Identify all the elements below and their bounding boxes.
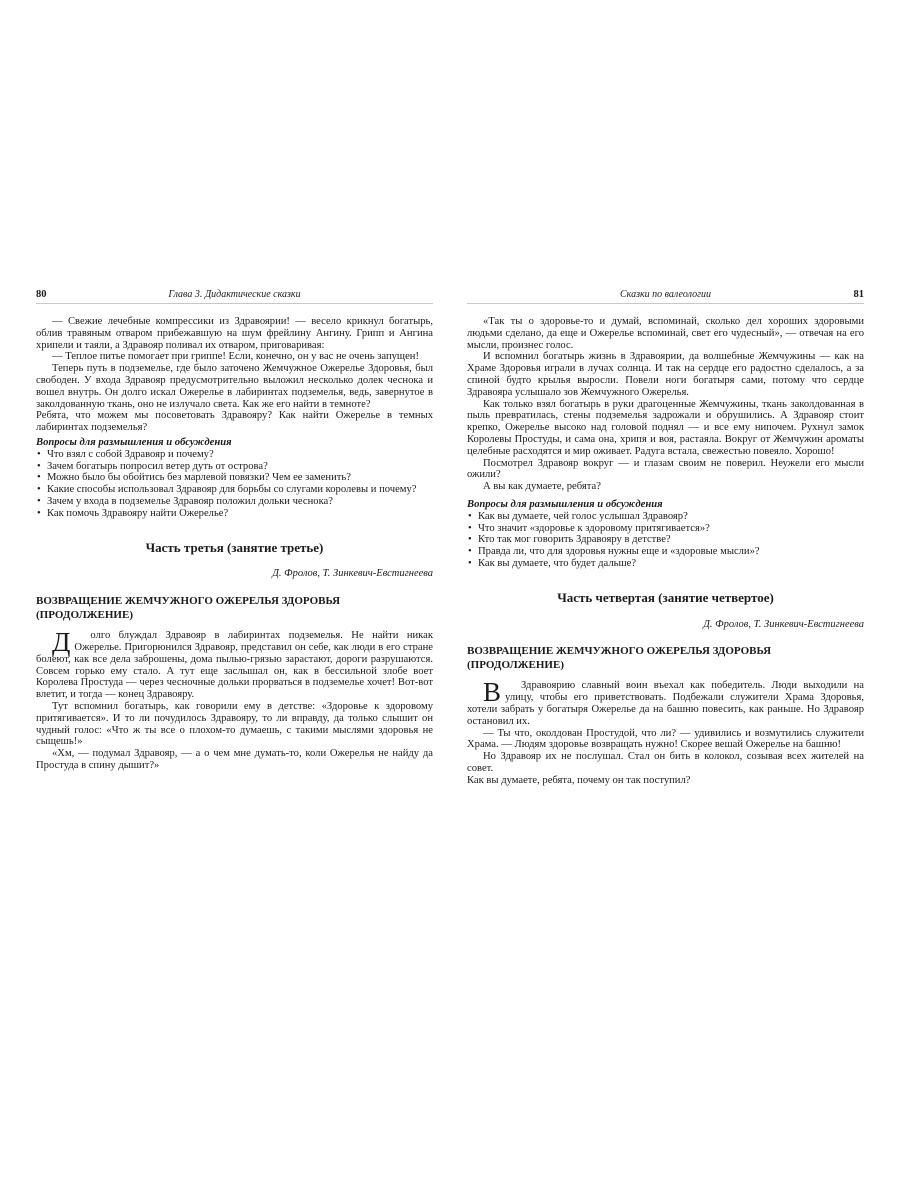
authors-line: Д. Фролов, Т. Зинкевич-Евстигнеева	[703, 618, 864, 630]
question-item: • Правда ли, что для здоровья нужны еще и «здоровые мысли»?	[467, 546, 864, 558]
final-question-prompt: Как вы думаете, ребята, почему он так поступил?	[467, 774, 691, 786]
questions-heading: Вопросы для размышления и обсуждения	[36, 436, 232, 448]
question-item: • Как помочь Здравояру найти Ожерелье?	[36, 508, 433, 520]
authors-line: Д. Фролов, Т. Зинкевич-Евстигнеева	[272, 568, 433, 580]
story-block	[36, 627, 433, 772]
paragraph: Посмотрел Здравояр вокруг — и глазам своим не поверил. Неужели его мысли ожили?	[467, 457, 864, 481]
question-item: • Как вы думаете, чей голос услышал Здравояр?	[467, 511, 864, 523]
drop-cap-letter: В	[483, 677, 502, 708]
question-item: • Кто так мог говорить Здравояру в детстве?	[467, 534, 864, 546]
story-title: ВОЗВРАЩЕНИЕ ЖЕМЧУЖНОГО ОЖЕРЕЛЬЯ ЗДОРОВЬЯ (ПРОДОЛЖЕНИЕ)	[467, 645, 772, 671]
paragraph: «Так ты о здоровье-то и думай, вспоминай, сколько дел хороших здоровыми людьми сделано, да еще и Ожерелье вспоминай, свет его чудесный», — отвечая на его мысли, произнес голос.	[467, 316, 864, 351]
question-item: • Зачем у входа в подземелье Здравояр положил дольки чеснока?	[36, 496, 433, 508]
questions-list	[467, 511, 864, 570]
story-first-paragraph	[467, 677, 864, 727]
running-title: Глава 3. Дидактические сказки	[168, 289, 301, 300]
drop-cap-letter: Д	[52, 627, 71, 658]
story-title: ВОЗВРАЩЕНИЕ ЖЕМЧУЖНОГО ОЖЕРЕЛЬЯ ЗДОРОВЬЯ (ПРОДОЛЖЕНИЕ)	[36, 595, 341, 621]
story-first-text: олго блуждал Здравояр в лабиринтах подземелья. Не найти никак Ожерелье. Пригорюнился Здравояр, представил он себе, как люди в его стране болеют, как все дела заброшены, дома пылью-грязью зарастают, дороги разрушаются. Совсем горько ему стало. А тут еще заслышал он, как в бессильной злобе воет Королева Простуда — через чесночные дольки прорваться в подземелье хочет! Вот-вот влетит, и тогда — конец Здравояру.	[36, 630, 433, 701]
running-title: Сказки по валеологии	[619, 289, 711, 300]
running-head-right	[467, 288, 864, 304]
question-item: • Как вы думаете, что будет дальше?	[467, 558, 864, 570]
page-body	[467, 316, 864, 787]
story-block	[467, 677, 864, 774]
paragraph: — Свежие лечебные компрессики из Здравоярии! — весело крикнул богатырь, облив травяным отваром прибежавшую на шум фрейлину Ангину. Грипп и Ангина хрипели и таяли, а Здравояр поливал их отваром, приговаривая:	[36, 316, 433, 351]
question-item: • Что взял с собой Здравояр и почему?	[36, 449, 433, 461]
questions-list	[36, 449, 433, 520]
running-head-left	[36, 288, 433, 304]
page-right	[467, 288, 864, 787]
paragraph: И вспомнил богатырь жизнь в Здравоярии, да волшебные Жемчужины — как на Храме Здоровья играли в лучах солнца. И так на сердце его радостно сделалось, а за спиной будто крылья выросли. Повели ноги богатыря сами, потому что сердце Здравояра услышало зов Жемчужного Ожерелья.	[467, 351, 864, 398]
paragraph: Теперь путь в подземелье, где было заточено Жемчужное Ожерелье Здоровья, был свободен. У входа Здравояр предусмотрительно выложил несколько долек чеснока и вошел внутрь. Он долго искал Ожерелье в лабиринтах подземелья, ведь, завернутое в заколдованную ткань, оно не излучало света. Как же его найти в темноте?	[36, 363, 433, 410]
question-item: • Зачем богатырь попросил ветер дуть от острова?	[36, 461, 433, 473]
paragraph: — Теплое питье помогает при гриппе! Если, конечно, он у вас не очень запущен!	[52, 351, 419, 363]
book-spread	[36, 288, 864, 787]
question-item: • Что значит «здоровье к здоровому притягивается»?	[467, 523, 864, 535]
paragraph: Как только взял богатырь в руки драгоценные Жемчужины, ткань заколдованная в пыль превратилась, стены подземелья задрожали и обрушились. А Здравояр стоит крепко, Ожерелье высоко над головой поднял — и все ему нипочем. Рухнул замок Королевы Простуды, и сама она, хрипя и воя, растаяла. Вокруг от Жемчужин ароматы целебные расходятся и мир оживает. Радуга встала, свежестью повеяло. Хорошо!	[467, 398, 864, 457]
question-item: • Какие способы использовал Здравояр для борьбы со слугами королевы и почему?	[36, 484, 433, 496]
page-left	[36, 288, 433, 787]
story-paragraph: Но Здравояр их не послушал. Стал он бить в колокол, созывая всех жителей на совет.	[467, 751, 864, 774]
part-heading: Часть четвертая (занятие четвертое)	[557, 589, 774, 605]
question-item: • Можно было бы обойтись без марлевой повязки? Чем ее заменить?	[36, 472, 433, 484]
story-first-text: Здравоярию славный воин въехал как победитель. Люди выходили на улицу, чтобы его приветствовать. Подбежали служители Храма Здоровья, хотели забрать у богатыря Ожерелье да на башню повесить, как раньше. Но Здравояр остановил их.	[467, 680, 864, 727]
discussion-prompt: Ребята, что можем мы посоветовать Здравояру? Как найти Ожерелье в темных лабиринтах подземелья?	[36, 410, 433, 434]
questions-heading: Вопросы для размышления и обсуждения	[467, 498, 663, 510]
part-heading: Часть третья (занятие третье)	[145, 539, 324, 555]
story-paragraph: «Хм, — подумал Здравояр, — а о чем мне думать-то, коли Ожерелья не найду да Простуда в спину дышит?»	[36, 748, 433, 771]
story-paragraph: — Ты что, околдован Простудой, что ли? — удивились и возмутились служители Храма. — Людям здоровье возвращать нужно! Скорее вешай Ожерелье на башню!	[467, 727, 864, 751]
paragraph: А вы как думаете, ребята?	[483, 481, 601, 493]
story-paragraph: Тут вспомнил богатырь, как говорили ему в детстве: «Здоровье к здоровому притягивается». И то ли почудилось Здравояру, то ли вправду, да только слышит он чудный голос: «Что ж ты все о плохом-то думаешь, с такими мыслями здоровья не сыщешь!»	[36, 700, 433, 748]
story-first-paragraph	[36, 627, 433, 701]
page-number: 80	[36, 289, 47, 300]
page-number: 81	[853, 289, 864, 300]
page-body	[36, 316, 433, 772]
